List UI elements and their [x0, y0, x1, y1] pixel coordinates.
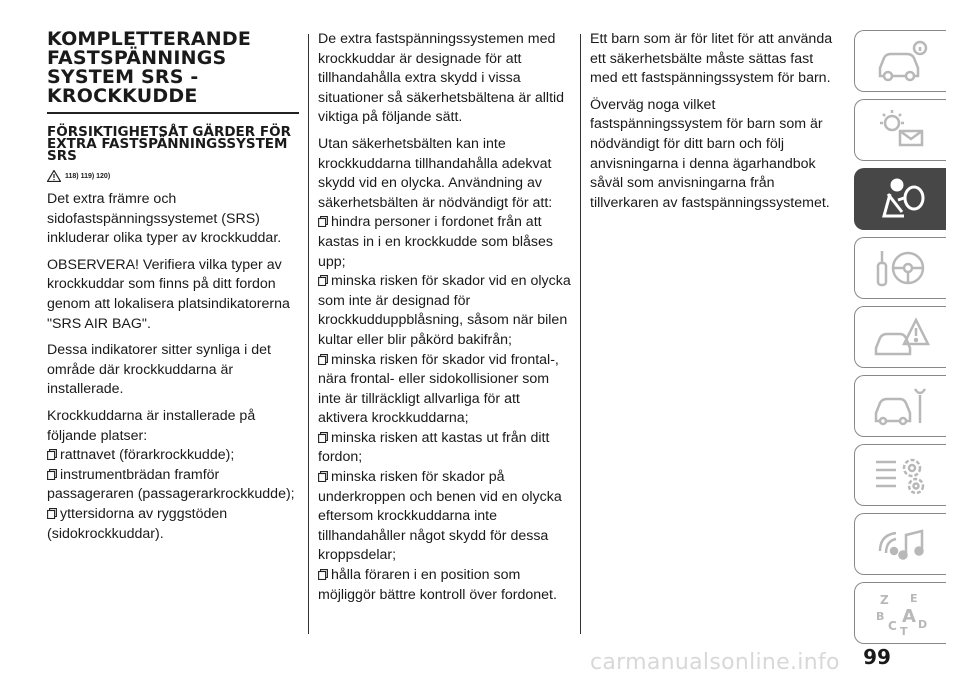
index-letter: E: [909, 592, 918, 605]
list-item: minska risken att kastas ut från ditt fordon;: [318, 429, 550, 466]
paragraph: Krockkuddarna är installerade på följande platser:: [47, 407, 256, 444]
bullet-list: [318, 213, 572, 605]
tab-starting-driving[interactable]: [854, 237, 946, 299]
warning-triangle-icon: [870, 314, 932, 360]
tab-car-info[interactable]: [854, 30, 946, 92]
gears-icon: [870, 452, 932, 498]
list-item: hindra personer i fordonet från att kastas in i en krockkudde som blåses upp;: [318, 214, 553, 270]
section-heading: KOMPLETTERANDE FASTSPÄNNINGS SYSTEM SRS - KROCKKUDDE: [47, 30, 299, 114]
list-item: minska risken för skador vid frontal-, nära frontal- eller sidokollisioner som inte är tillräckligt allvarliga för att aktivera krockkuddarna;: [318, 351, 559, 427]
column-divider: [308, 34, 309, 634]
warning-ref-numbers: 118) 119) 120): [65, 172, 111, 180]
list-item: hålla föraren i en position som möjliggör bättre kontroll över fordonet.: [318, 567, 557, 603]
index-letters-icon: [870, 590, 932, 636]
watermark: carmanualsonline.info: [590, 650, 840, 675]
bullet-icon: [47, 469, 57, 480]
list-item: yttersidorna av ryggstöden (sidokrockkuddar).: [47, 505, 228, 542]
dashboard-lights-icon: [870, 107, 932, 153]
bullet-icon: [318, 471, 328, 482]
tab-safety[interactable]: [854, 168, 946, 230]
car-wrench-icon: [870, 383, 932, 429]
paragraph: OBSERVERA! Verifiera vilka typer av krockkuddar som finns på ditt fordon genom att lokalisera platsindikatorerna "SRS AIR BAG".: [47, 256, 290, 332]
bullet-icon: [318, 275, 328, 286]
index-letter: C: [887, 619, 897, 633]
tab-multimedia[interactable]: [854, 513, 946, 575]
tab-emergency[interactable]: [854, 306, 946, 368]
bullet-icon: [318, 216, 328, 227]
tab-maintenance[interactable]: [854, 375, 946, 437]
column-divider: [580, 34, 581, 634]
paragraph: Utan säkerhetsbälten kan inte krockkuddarna tillhandahålla adekvat skydd vid en olycka. Användning av säkerhetsbälten är nödvändigt för att:: [318, 135, 553, 211]
list-item: instrumentbrädan framför passageraren (passagerarkrockkudde);: [47, 466, 295, 503]
index-letter: T: [899, 625, 908, 636]
bullet-icon: [318, 569, 328, 580]
index-letter: Z: [879, 593, 889, 607]
paragraph: Det extra främre och sidofastspänningssystemet (SRS) inkluderar olika typer av krockkuddar.: [47, 191, 282, 247]
warning-triangle-icon: [47, 170, 61, 182]
bullet-icon: [47, 508, 57, 519]
bullet-icon: [47, 449, 57, 460]
tab-index[interactable]: [854, 582, 946, 644]
paragraph: Dessa indikatorer sitter synliga i det område där krockkuddarna är installerade.: [47, 342, 271, 398]
subsection-heading: FÖRSIKTIGHETSÅT GÄRDER FÖR EXTRA FASTSPÄNNINGSSYSTEM SRS: [47, 124, 291, 164]
column-1: [47, 30, 299, 551]
column-2: [318, 30, 572, 612]
column-3: [590, 30, 838, 220]
key-steering-icon: [870, 245, 932, 291]
paragraph: Överväg noga vilket fastspänningssystem för barn som är nödvändigt för ditt barn och följ anvisningarna i denna ägarhandbok såväl som anvisningarna från tillverkaren av fastspänningssystemet.: [590, 96, 830, 211]
airbag-seat-icon: [870, 176, 932, 222]
page-number: 99: [863, 645, 891, 669]
bullet-icon: [318, 432, 328, 443]
paragraph: De extra fastspänningssystemen med krockkuddar är designade för att tillhandahålla extra skydd i vissa situationer så säkerhetsbältena är alltid viktiga på följande sätt.: [318, 31, 565, 126]
list-item: minska risken för skador på underkroppen och benen vid en olycka eftersom krockkuddarna inte tillhandahåller något skydd för dessa kroppsdelar;: [318, 469, 562, 564]
list-item: minska risken för skador vid en olycka som inte är designad för krockkudduppblåsning, såsom när bilen kultar eller blir påkörd bakifrån;: [318, 273, 571, 348]
index-letter: D: [917, 618, 927, 631]
multimedia-icon: [870, 521, 932, 567]
warning-references: [47, 170, 299, 182]
chapter-tabs: [854, 30, 960, 651]
tab-dashboard-lights[interactable]: [854, 99, 946, 161]
car-info-icon: [870, 38, 932, 84]
list-item: rattnavet (förarkrockkudde);: [47, 446, 299, 466]
index-letter: B: [875, 610, 884, 623]
index-letter: A: [901, 606, 916, 627]
paragraph: Ett barn som är för litet för att använda ett säkerhetsbälte måste sättas fast med ett fastspänningssystem för barn.: [590, 31, 833, 87]
tab-technical-data[interactable]: [854, 444, 946, 506]
bullet-icon: [318, 354, 328, 365]
bullet-list: [47, 446, 299, 544]
